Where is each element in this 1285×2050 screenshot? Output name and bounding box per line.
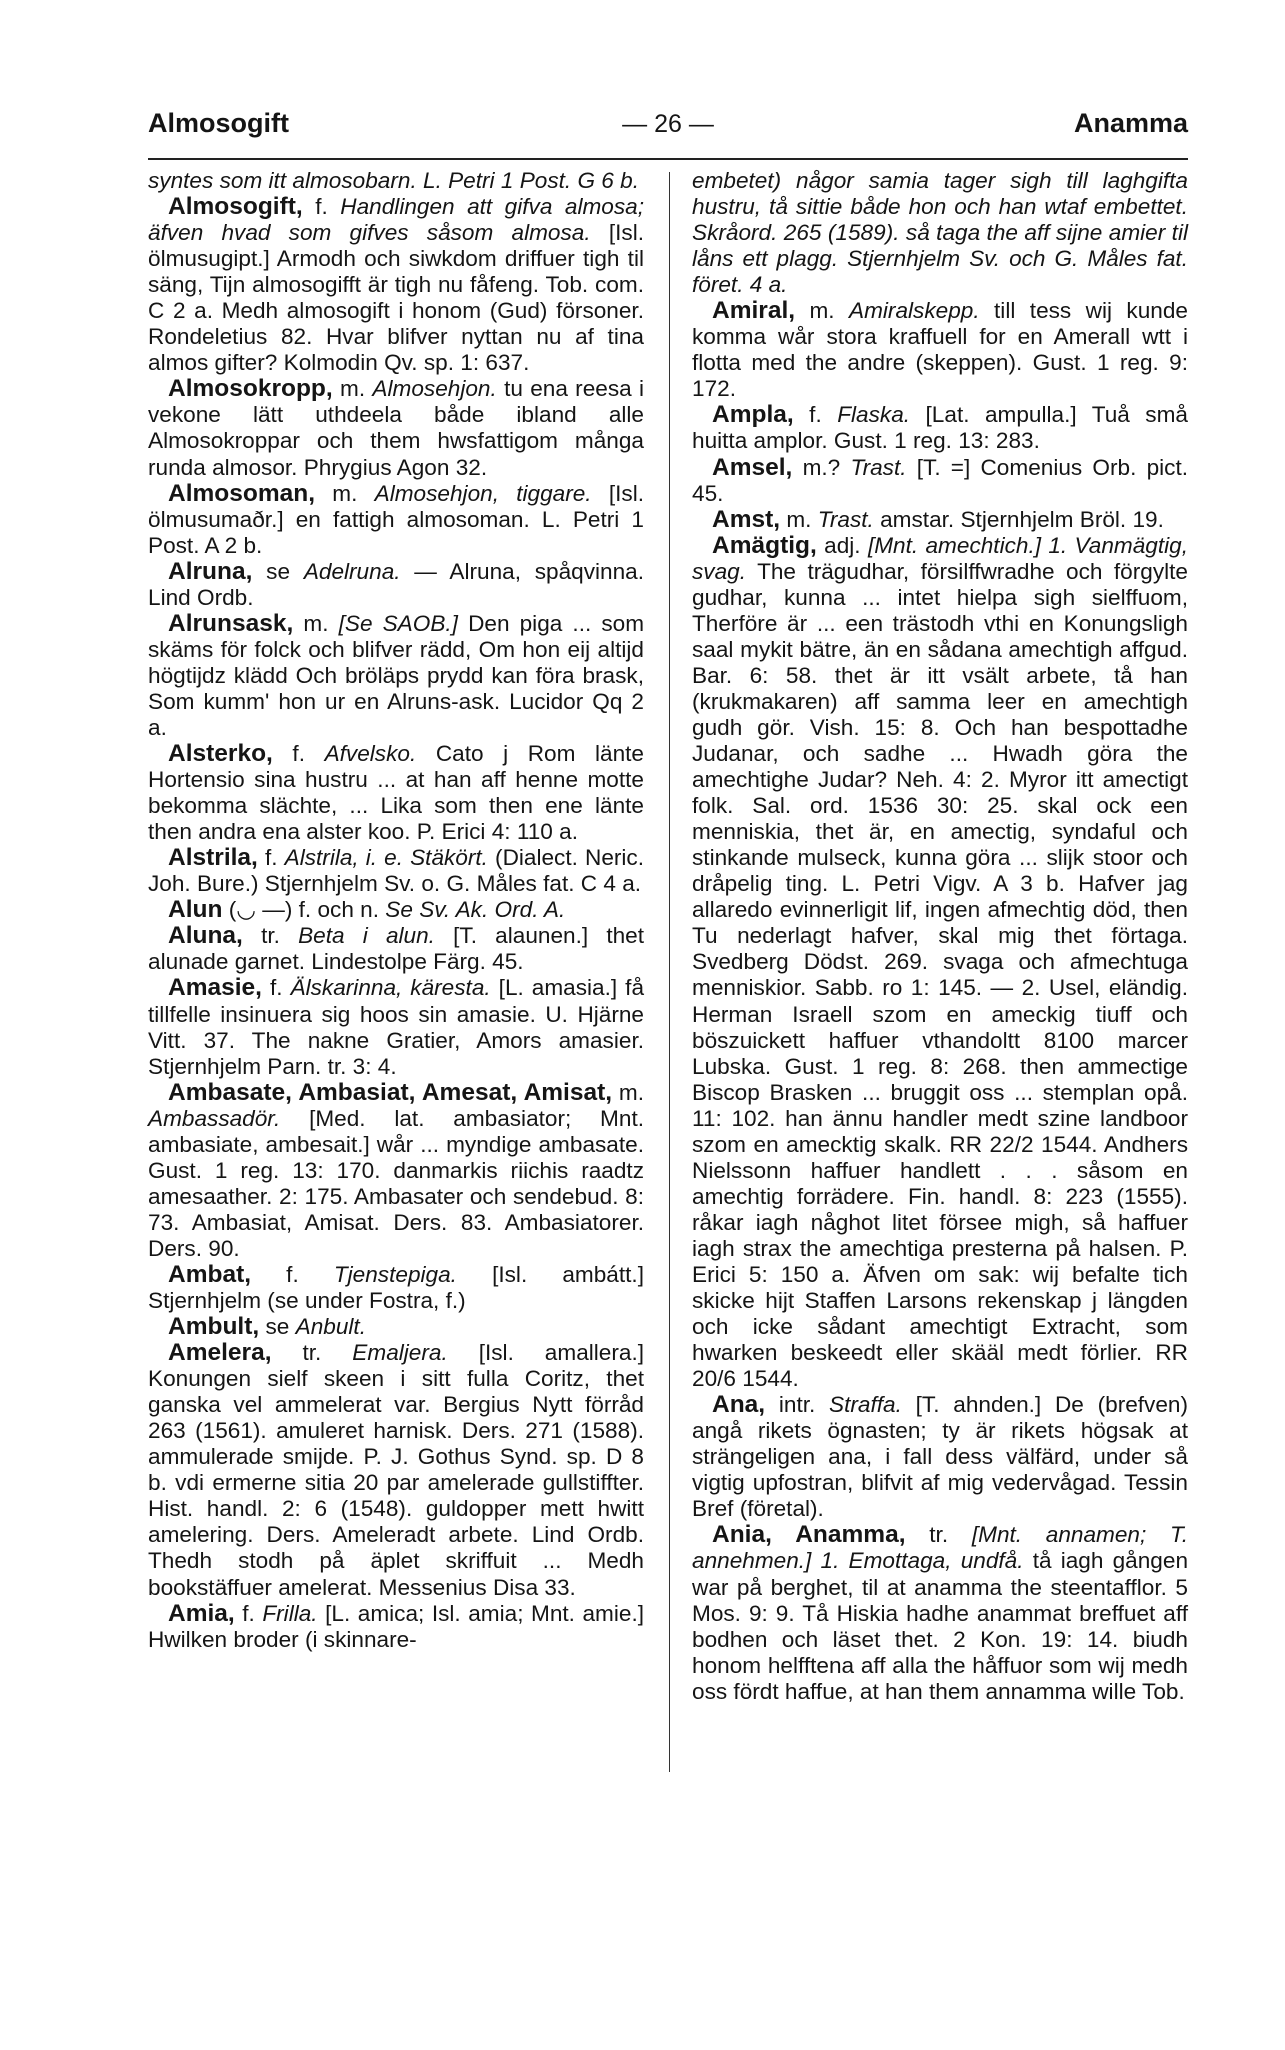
entry-headword: Ania, Anamma, bbox=[712, 1521, 906, 1549]
entry-definition: Almosehjon. bbox=[372, 376, 497, 402]
entry-headword: Ampla, bbox=[712, 401, 794, 429]
entry-body: The trägudhar, försilffwradhe och förgylte gudhar, kunna ... intet hielpa sigh sielffuom, Therföre är ... een trästodh vthi en Konungsligh saal mykit bätre, än en sådana amechtigh affgud. Bar. 6: 58. thet är itt vsält arbete, tå han (krukmakaren) aff samma leer en amechtigh gudh gör. Vish. 15: 8. Och han bespottadhe Judanar, och sadhe ... Hwadh göra the amechtighe Judar? Neh. 4: 2. Myror itt amectigt folk. Sal. ord. 1536 30: 25. skal ock een menniskia, thet är, en amectig, syndaful och stinkande mulseck, kunna göra ... slijk stoor och dråpelig ting. L. Petri Vigv. A 3 b. Hafver jag allaredo evinnerligit lif, ingen afmechtig död, then Tu nederlagt hafver, skal mig thet förtaga. Svedberg Dödst. 269. svaga och afmechtuga menniskior. Sabb. ro 1: 145. — 2. Usel, eländig. Herman Israell szom en ameckig tiuff och böszuickett haffuer vthandoltt 8100 marcer Lubska. Gust. 1 reg. 8: 268. then ammectige Biscop Brasken ... bruggit oss ... stemplan opå. 11: 102. han ännu handler medt szine landboor szom en amecktig skalk. RR 22/2 1544. Andhers Nielssonn haffuer handlett . . . såsom en amechtig forrädere. Fin. handl. 8: 223 (1555). råkar iagh någhot litet försee migh, så haffuer iagh strax the amechtiga presterna på halsen. P. Erici 5: 150 a. Äfven om sak: wij befalte tich skicke hijt Staffen Larsons rekenskap j längden och icke sådant amechtigt Extracht, som hwarken beskeedt eller skääl medt förlier. RR 20/6 1544. bbox=[692, 558, 1188, 1392]
dictionary-entry-almosoman bbox=[148, 481, 644, 559]
dictionary-entry-almosokropp bbox=[148, 376, 644, 480]
dictionary-entry-amelera bbox=[148, 1340, 644, 1600]
entry-body: [T. =] Comenius Orb. pict. 45. bbox=[692, 454, 1189, 506]
entry-grammar: f. bbox=[269, 975, 283, 1001]
dictionary-entry-ampla bbox=[692, 402, 1188, 454]
entry-definition: Älskarinna, käresta. bbox=[290, 975, 491, 1001]
entry-body: [Med. lat. ambasiator; Mnt. ambasiate, ambesait.] wår ... myndige ambasate. Gust. 1 reg. 13: 170. danmarkis riichis raadtz amesaather. 2: 175. Ambasater och sendebud. 8: 73. Ambasiat, Amisat. Ders. 83. Ambasiatorer. Ders. 90. bbox=[148, 1105, 645, 1261]
entry-body: (Dialect. Neric. Joh. Bure.) Stjernhjelm Sv. o. G. Måles fat. C 4 a. bbox=[148, 845, 644, 897]
entry-definition: [Mnt. annamen; T. annehmen.] 1. Emottaga, undfå. bbox=[692, 1522, 1188, 1574]
entry-definition: Flaska. bbox=[837, 402, 911, 428]
entry-definition: Ambassadör. bbox=[148, 1105, 281, 1131]
entry-grammar: m. bbox=[340, 376, 366, 402]
dictionary-entry-ana bbox=[692, 1392, 1188, 1522]
entry-grammar: intr. bbox=[778, 1392, 816, 1418]
dictionary-entry-amiral bbox=[692, 298, 1188, 402]
entry-definition: Trast. bbox=[817, 506, 874, 532]
entry-headword: Aluna, bbox=[168, 922, 243, 950]
entry-definition: Anbult. bbox=[295, 1314, 366, 1340]
entry-grammar: f. bbox=[809, 402, 822, 428]
entry-headword: Ambat, bbox=[168, 1260, 252, 1288]
entry-grammar: tr. bbox=[929, 1522, 949, 1548]
entry-grammar: tr. bbox=[261, 923, 280, 949]
entry-headword: Ana, bbox=[712, 1391, 766, 1419]
dictionary-entry-alsterko bbox=[148, 741, 644, 845]
dictionary-entry-aluna bbox=[148, 923, 644, 975]
entry-continuation: embetet) någor samia tager sigh till laghgifta hustru, tå sittie både hon och han wtaf embettet. Skråord. 265 (1589). så taga the aff sijne amier til låns ett plagg. Stjernhjelm Sv. och G. Måles fat. föret. 4 a. bbox=[692, 168, 1188, 298]
entry-definition: [Mnt. amechtich.] 1. Vanmägtig, svag. bbox=[692, 532, 1188, 584]
entry-definition: Tjenstepiga. bbox=[333, 1261, 457, 1287]
entry-grammar: adj. bbox=[824, 532, 861, 558]
dictionary-entry-alruna bbox=[148, 559, 644, 611]
entry-grammar: f. bbox=[315, 194, 328, 220]
dictionary-entry-amsel bbox=[692, 455, 1188, 507]
entry-definition: Amiralskepp. bbox=[849, 298, 980, 324]
dictionary-entry-ambasate bbox=[148, 1080, 644, 1262]
dictionary-entry-ania-anamma bbox=[692, 1522, 1188, 1704]
entry-body: tu ena reesa i vekone lätt uthdeela både ibland alle Almosokroppar och them hwsfattigom många runda almosor. Phrygius Agon 32. bbox=[148, 376, 645, 480]
entry-definition: Afvelsko. bbox=[324, 741, 417, 767]
entry-grammar: m. bbox=[618, 1079, 644, 1105]
entry-headword: Amasie, bbox=[168, 974, 262, 1002]
entry-definition: [Se SAOB.] bbox=[338, 610, 458, 636]
entry-definition: Frilla. bbox=[262, 1600, 318, 1626]
page-number: — 26 — bbox=[622, 110, 714, 138]
entry-body: Cato j Rom länte Hortensio sina hustru ... at han aff henne motte bekomma slächte, ... Lika som then ene länte then andra ena alster koo. P. Erici 4: 110 a. bbox=[148, 741, 644, 845]
entry-definition: Adelruna. bbox=[303, 558, 401, 584]
entry-body: [T. alaunen.] thet alunade garnet. Lindestolpe Färg. 45. bbox=[148, 923, 645, 975]
entry-body: [T. ahnden.] De (brefven) angå rikets ögnasten; ty är rikets högsak at strängeligen ana, i fall dess välfärd, under så vigtig upfostran, blifvit af mig vedervågad. Tessin Bref (företal). bbox=[692, 1392, 1189, 1522]
dictionary-entry-almosobarn-cont bbox=[148, 168, 644, 194]
running-head-left: Almosogift bbox=[148, 108, 289, 138]
entry-headword: Almosokropp, bbox=[168, 375, 333, 403]
dictionary-entry-amasie bbox=[148, 975, 644, 1079]
entry-body: Den piga ... som skäms för folck och blifver rädd, Om hon eij altijd högtijdz klädd Och bröläps prydd kan föra brask, Som kumm' hon ur en Alruns-ask. Lucidor Qq 2 a. bbox=[148, 610, 645, 740]
entry-definition: Handlingen att gifva almosa; äfven hvad som gifves såsom almosa. bbox=[148, 194, 644, 246]
dictionary-entry-amia-cont bbox=[692, 168, 1188, 298]
entry-definition: Almosehjon, tiggare. bbox=[374, 480, 592, 506]
entry-continuation: syntes som itt almosobarn. L. Petri 1 Post. G 6 b. bbox=[148, 168, 639, 193]
entry-headword: Alstrila, bbox=[168, 844, 258, 872]
entry-grammar: m. bbox=[786, 506, 812, 532]
entry-body: — Alruna, spåqvinna. Lind Ordb. bbox=[148, 558, 645, 610]
entry-body: [Isl. ölmusumaðr.] en fattigh almosoman. L. Petri 1 Post. A 2 b. bbox=[148, 480, 644, 558]
entry-headword: Alruna, bbox=[168, 557, 253, 585]
left-column bbox=[148, 168, 644, 1653]
entry-headword: Amelera, bbox=[168, 1339, 272, 1367]
entry-grammar: (◡ —) f. och n. bbox=[228, 897, 380, 923]
dictionary-entry-amia bbox=[148, 1601, 644, 1653]
dictionary-entry-almosogift bbox=[148, 194, 644, 376]
dictionary-entry-alun bbox=[148, 897, 644, 923]
entry-definition: Beta i alun. bbox=[298, 923, 435, 949]
dictionary-entry-alrunsask bbox=[148, 611, 644, 741]
entry-body: [Isl. amallera.] Konungen sielf skeen i sitt fulla Coritz, thet ganska vel ammelerat var. Bergius Nytt förråd 263 (1561). amuleret harnisk. Ders. 271 (1588). ammulerade smijde. P. J. Gothus Synd. sp. D 8 b. vdi ermerne sitia 20 par amelerade gullstiffter. Hist. handl. 2: 6 (1548). guldopper mett hwitt amelering. Ders. Ameleradt arbete. Lind Ordb. Thedh stodh på äplet skriffuit ... Medh bookstäffuer amelerat. Messenius Disa 33. bbox=[148, 1340, 645, 1600]
running-head-right: Anamma bbox=[1073, 108, 1188, 138]
entry-headword: Amia, bbox=[168, 1599, 235, 1627]
entry-grammar: se bbox=[266, 558, 291, 584]
entry-grammar: f. bbox=[264, 845, 278, 871]
entry-body: [Isl. ambátt.] Stjernhjelm (se under Fostra, f.) bbox=[148, 1261, 644, 1314]
entry-headword: Amst, bbox=[712, 505, 781, 533]
entry-definition: Se Sv. Ak. Ord. A. bbox=[385, 897, 566, 923]
dictionary-entry-ambat bbox=[148, 1262, 644, 1314]
entry-grammar: m. bbox=[332, 480, 358, 506]
entry-headword: Amiral, bbox=[712, 297, 796, 325]
column-divider bbox=[669, 172, 670, 1772]
dictionary-entry-alstrila bbox=[148, 845, 644, 897]
entry-body: [Isl. ölmusugipt.] Armodh och siwkdom driffuer tigh til säng, Tijn almosogifft är tigh nu fåfeng. Tob. com. C 2 a. Medh almosogift i honom (Gud) försoner. Rondeletius 82. Hvar blifver nyttan nu af tina almos gifter? Kolmodin Qv. sp. 1: 637. bbox=[148, 220, 644, 376]
entry-grammar: f. bbox=[292, 741, 305, 767]
right-column bbox=[692, 168, 1188, 1705]
entry-grammar: se bbox=[265, 1314, 290, 1340]
entry-definition: Emaljera. bbox=[352, 1340, 448, 1366]
entry-body: [L. amasia.] få tillfelle insinuera sig hoos sin amasie. U. Hjärne Vitt. 37. The nakne Gratier, Amors amasier. Stjernhjelm Parn. tr. 3: 4. bbox=[148, 975, 645, 1079]
entry-headword: Almosoman, bbox=[168, 479, 316, 507]
entry-grammar: m.? bbox=[802, 454, 841, 480]
entry-definition: Trast. bbox=[850, 454, 907, 480]
entry-grammar: f. bbox=[242, 1600, 255, 1626]
page-header bbox=[148, 108, 1188, 154]
entry-grammar: m. bbox=[809, 298, 835, 324]
entry-headword: Amsel, bbox=[712, 453, 793, 481]
entry-body: [Lat. ampulla.] Tuå små huitta amplor. Gust. 1 reg. 13: 283. bbox=[692, 402, 1188, 454]
entry-definition: Straffa. bbox=[829, 1392, 902, 1418]
dictionary-entry-amagtig bbox=[692, 533, 1188, 1393]
entry-body: tå iagh gången war på berghet, til at anamma the steentafflor. 5 Mos. 9: 9. Tå Hiskia hadhe anammat breffuet aff bodhen och läset thet. 2 Kon. 19: 14. biudh honom helfftena aff alla the håffuor som wij medh oss fördt haffue, at han them annamma wille Tob. bbox=[692, 1548, 1189, 1704]
entry-headword: Ambult, bbox=[168, 1313, 260, 1341]
entry-definition: Alstrila, i. e. Stäkört. bbox=[284, 845, 488, 871]
entry-grammar: m. bbox=[303, 610, 329, 636]
entry-headword: Alrunsask, bbox=[168, 609, 294, 637]
entry-body: till tess wij kunde komma wår stora kraffuell for en Amerall wtt i flotta med the andre (skeppen). Gust. 1 reg. 9: 172. bbox=[692, 298, 1188, 402]
entry-headword: Alun bbox=[168, 896, 223, 924]
entry-grammar: f. bbox=[286, 1261, 299, 1287]
entry-headword: Amägtig, bbox=[712, 531, 817, 559]
entry-body: amstar. Stjernhjelm Bröl. 19. bbox=[880, 506, 1164, 532]
entry-headword: Almosogift, bbox=[168, 193, 303, 221]
entry-headword: Alsterko, bbox=[168, 740, 273, 768]
dictionary-entry-ambult bbox=[148, 1314, 644, 1340]
entry-grammar: tr. bbox=[302, 1340, 322, 1366]
entry-headword: Ambasate, Ambasiat, Amesat, Amisat, bbox=[168, 1078, 613, 1106]
header-rule bbox=[148, 158, 1188, 160]
dictionary-entry-amst bbox=[692, 507, 1188, 533]
entry-body: [L. amica; Isl. amia; Mnt. amie.] Hwilken broder (i skinnare- bbox=[148, 1600, 644, 1652]
